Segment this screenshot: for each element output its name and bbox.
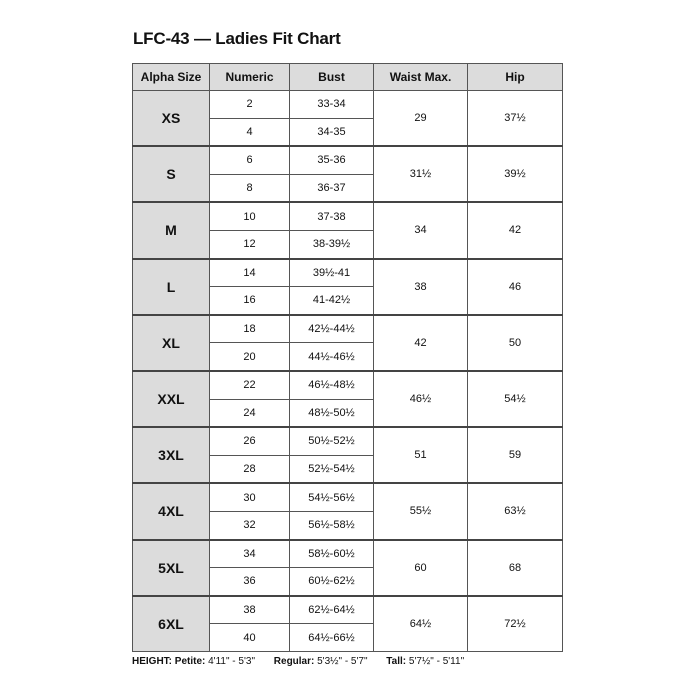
petite-value: 4'11" - 5'3" — [208, 656, 255, 667]
hip-cell: 42 — [468, 202, 563, 258]
numeric-cell: 22 — [210, 371, 290, 399]
hip-cell: 59 — [468, 427, 563, 483]
bust-cell: 33-34 — [290, 91, 374, 119]
numeric-cell: 18 — [210, 315, 290, 343]
tall-value: 5'7½" - 5'11" — [408, 656, 465, 667]
bust-cell: 48½-50½ — [290, 399, 374, 427]
waist-max-cell: 55½ — [374, 483, 468, 539]
alpha-size-cell: S — [133, 146, 210, 202]
bust-cell: 52½-54½ — [290, 455, 374, 483]
bust-cell: 39½-41 — [290, 259, 374, 287]
alpha-size-cell: XS — [133, 91, 210, 147]
waist-max-cell: 60 — [374, 540, 468, 596]
numeric-cell: 16 — [210, 287, 290, 315]
hip-cell: 54½ — [468, 371, 563, 427]
numeric-cell: 20 — [210, 343, 290, 371]
numeric-cell: 36 — [210, 568, 290, 596]
table-row — [133, 427, 563, 455]
numeric-cell: 2 — [210, 91, 290, 119]
numeric-cell: 26 — [210, 427, 290, 455]
table-body — [133, 91, 563, 652]
waist-max-cell: 64½ — [374, 596, 468, 652]
numeric-cell: 30 — [210, 483, 290, 511]
bust-cell: 58½-60½ — [290, 540, 374, 568]
numeric-cell: 34 — [210, 540, 290, 568]
table-row — [133, 91, 563, 119]
table-row — [133, 259, 563, 287]
fit-chart-table — [132, 63, 563, 652]
numeric-cell: 40 — [210, 624, 290, 652]
numeric-cell: 6 — [210, 146, 290, 174]
hip-cell: 37½ — [468, 91, 563, 147]
waist-max-cell: 29 — [374, 91, 468, 147]
bust-cell: 62½-64½ — [290, 596, 374, 624]
alpha-size-cell: XL — [133, 315, 210, 371]
height-legend — [132, 656, 480, 667]
bust-cell: 64½-66½ — [290, 624, 374, 652]
waist-max-cell: 34 — [374, 202, 468, 258]
numeric-cell: 12 — [210, 230, 290, 258]
alpha-size-cell: XXL — [133, 371, 210, 427]
numeric-cell: 38 — [210, 596, 290, 624]
table-row — [133, 202, 563, 230]
bust-cell: 60½-62½ — [290, 568, 374, 596]
bust-cell: 38-39½ — [290, 230, 374, 258]
table-row — [133, 371, 563, 399]
alpha-size-cell: 4XL — [133, 483, 210, 539]
chart-title: LFC-43 — Ladies Fit Chart — [133, 29, 341, 48]
height-label: HEIGHT: — [132, 656, 172, 667]
hip-cell: 72½ — [468, 596, 563, 652]
table-row — [133, 540, 563, 568]
header-numeric: Numeric — [210, 64, 290, 91]
numeric-cell: 8 — [210, 174, 290, 202]
alpha-size-cell: L — [133, 259, 210, 315]
bust-cell: 37-38 — [290, 202, 374, 230]
bust-cell: 36-37 — [290, 174, 374, 202]
header-waist-max: Waist Max. — [374, 64, 468, 91]
bust-cell: 34-35 — [290, 118, 374, 146]
bust-cell: 54½-56½ — [290, 483, 374, 511]
alpha-size-cell: M — [133, 202, 210, 258]
hip-cell: 46 — [468, 259, 563, 315]
alpha-size-cell: 6XL — [133, 596, 210, 652]
petite-label: Petite: — [174, 656, 206, 667]
waist-max-cell: 51 — [374, 427, 468, 483]
numeric-cell: 24 — [210, 399, 290, 427]
numeric-cell: 32 — [210, 511, 290, 539]
header-bust: Bust — [290, 64, 374, 91]
waist-max-cell: 42 — [374, 315, 468, 371]
hip-cell: 39½ — [468, 146, 563, 202]
table-row — [133, 596, 563, 624]
waist-max-cell: 38 — [374, 259, 468, 315]
hip-cell: 68 — [468, 540, 563, 596]
bust-cell: 35-36 — [290, 146, 374, 174]
bust-cell: 46½-48½ — [290, 371, 374, 399]
numeric-cell: 4 — [210, 118, 290, 146]
header-row — [133, 64, 563, 91]
alpha-size-cell: 3XL — [133, 427, 210, 483]
bust-cell: 56½-58½ — [290, 511, 374, 539]
bust-cell: 41-42½ — [290, 287, 374, 315]
numeric-cell: 14 — [210, 259, 290, 287]
tall-label: Tall: — [386, 656, 407, 667]
hip-cell: 63½ — [468, 483, 563, 539]
table-row — [133, 483, 563, 511]
bust-cell: 50½-52½ — [290, 427, 374, 455]
waist-max-cell: 31½ — [374, 146, 468, 202]
numeric-cell: 28 — [210, 455, 290, 483]
regular-value: 5'3½" - 5'7" — [317, 656, 368, 667]
table-row — [133, 146, 563, 174]
regular-label: Regular: — [273, 656, 315, 667]
header-hip: Hip — [468, 64, 563, 91]
alpha-size-cell: 5XL — [133, 540, 210, 596]
bust-cell: 44½-46½ — [290, 343, 374, 371]
numeric-cell: 10 — [210, 202, 290, 230]
hip-cell: 50 — [468, 315, 563, 371]
table-row — [133, 315, 563, 343]
header-alpha-size: Alpha Size — [133, 64, 210, 91]
bust-cell: 42½-44½ — [290, 315, 374, 343]
waist-max-cell: 46½ — [374, 371, 468, 427]
